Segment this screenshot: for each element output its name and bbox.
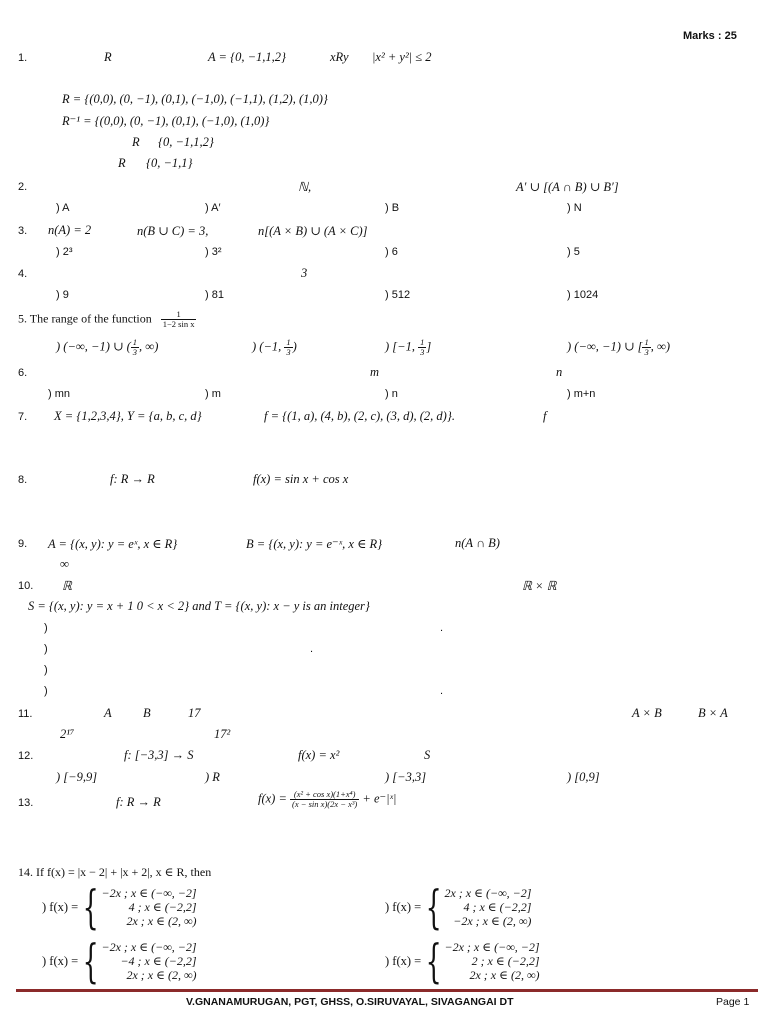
q14-option-b: ) f(x) = { 2x ; x ∈ (−∞, −2] 4 ; x ∈ (−2,2] −2x ; x ∈ (2, ∞) [385,880,532,934]
q7-sets: X = {1,2,3,4}, Y = {a, b, c, d} [54,409,202,423]
q4-option-a: ) 9 [56,289,69,301]
q5-option-a: ) (−∞, −1) ∪ ( $\frac{1}{3}$ , ∞) [56,337,159,357]
q1-number: 1. [18,52,28,64]
q5-fraction: $\frac{1}{\text{1−2 sin x}}$ [162,309,195,329]
q2-expression: A′ ∪ [(A ∩ B) ∪ B′] [516,180,619,194]
q7-f: f [543,409,547,423]
q6-n: n [556,365,563,379]
q9-n: n(A ∩ B) [455,536,500,550]
q2-naturals: ℕ, [298,180,312,194]
q12-map: f: [−3,3] → S [124,748,194,762]
q6-m: m [370,365,380,379]
q3-option-d: ) 5 [567,246,580,258]
q12-fx: f(x) = x² [298,748,340,762]
q9-set-A: A = {(x, y): y = eˣ, x ∈ R} [48,537,178,551]
q5-stem [18,310,196,329]
q10-option-c: ) [44,664,48,676]
q11-17: 17 [188,706,201,720]
q9-infinity: ∞ [60,557,69,571]
q10-option-d: ) [44,685,48,697]
q1-condition: |x² + y²| ≤ 2 [372,50,432,64]
q13-map: f: R → R [116,795,161,809]
q14-stem: 14. If f(x) = |x − 2| + |x + 2|, x ∈ R, then [18,865,212,879]
q6-option-b: ) m [205,388,221,400]
q10-dot-d: . [440,685,444,697]
q7-function: f = {(1, a), (4, b), (2, c), (3, d), (2, d)}. [264,409,455,423]
q2-option-b: ) A′ [205,202,221,214]
footer-divider [16,989,758,992]
q13-number: 13. [18,797,34,809]
q8-fx: f(x) = sin x + cos x [253,472,349,486]
q2-option-a: ) A [56,202,70,214]
q1-relation: xRy [330,50,349,64]
q14-option-d: ) f(x) = { −2x ; x ∈ (−∞, −2] 2 ; x ∈ (−2,2] 2x ; x ∈ (2, ∞) [385,934,540,988]
q2-number: 2. [18,181,28,193]
footer-page: Page 1 [716,996,750,1008]
q11-A: A [104,706,112,720]
q11-BxA: B × A [698,706,728,720]
q11-option-b: 17² [214,727,231,741]
q10-option-b: ) [44,643,48,655]
q9-set-B: B = {(x, y): y = e⁻ˣ, x ∈ R} [246,537,383,551]
q9-number: 9. [18,538,28,550]
q6-option-a: ) mn [48,388,70,400]
q12-option-c: ) [−3,3] [385,770,427,784]
q11-option-a: 2¹⁷ [60,727,75,741]
q10-dot-b: . [310,643,314,655]
q4-option-b: ) 81 [205,289,224,301]
q1-option-d-set: {0, −1,1} [146,156,193,170]
q1-option-d-R: R [118,156,126,170]
footer-author: V.GNANAMURUGAN, PGT, GHSS, O.SIRUVAYAL, SIVAGANGAI DT [186,996,514,1008]
q4-three: 3 [301,266,308,280]
q10-option-a: ) [44,622,48,634]
q13-function: f(x) = $\frac{\text{(x² + cos x)(1+x⁴)}}{\text{(x − sin x)(2x − x³)}}$ + e⁻|ˣ| [258,789,397,809]
q10-number: 10. [18,580,34,592]
q1-R: R [104,50,112,64]
q11-B: B [143,706,151,720]
q14-option-a: ) f(x) = { −2x ; x ∈ (−∞, −2] 4 ; x ∈ (−2,2] 2x ; x ∈ (2, ∞) [42,880,197,934]
q1-option-b: R⁻¹ = {(0,0), (0, −1), (0,1), (−1,0), (1,0)} [62,114,270,128]
q3-nA: n(A) = 2 [48,223,92,237]
q1-option-c-set: {0, −1,1,2} [158,135,214,149]
q1-set-A: A = {0, −1,1,2} [208,50,287,64]
q12-option-d: ) [0,9] [567,770,600,784]
q4-number: 4. [18,268,28,280]
q11-number: 11. [18,708,33,720]
q12-option-a: ) [−9,9] [56,770,98,784]
q3-option-b: ) 3² [205,246,222,258]
q12-option-b: ) R [205,770,220,784]
q5-option-c: ) [−1, $\frac{1}{3}$ ] [385,337,432,357]
q5-option-b: ) (−1, $\frac{1}{3}$ ) [252,337,297,357]
q4-option-c: ) 512 [385,289,411,301]
q10-sets: S = {(x, y): y = x + 1 0 < x < 2} and T = {(x, y): x − y is an integer} [28,599,370,613]
q10-R: ℝ [62,579,72,593]
q3-nBC: n(B ∪ C) = 3, [137,224,209,238]
q2-option-d: ) N [567,202,582,214]
q2-option-c: ) B [385,202,400,214]
q7-number: 7. [18,411,28,423]
q3-option-c: ) 6 [385,246,398,258]
q3-target: n[(A × B) ∪ (A × C)] [258,224,368,238]
q10-RxR: ℝ × ℝ [522,579,557,593]
q5-option-d: ) (−∞, −1) ∪ [ $\frac{1}{3}$ , ∞) [567,337,671,357]
q1-option-a: R = {(0,0), (0, −1), (0,1), (−1,0), (−1,1), (1,2), (1,0)} [62,92,328,106]
q6-option-c: ) n [385,388,398,400]
q1-option-c-R: R [132,135,140,149]
q14-option-c: ) f(x) = { −2x ; x ∈ (−∞, −2] −4 ; x ∈ (−2,2] 2x ; x ∈ (2, ∞) [42,934,197,988]
q6-option-d: ) m+n [567,388,596,400]
q3-option-a: ) 2³ [56,246,73,258]
q12-number: 12. [18,750,34,762]
q11-AxB: A × B [632,706,662,720]
q5-text: 5. The range of the function [18,311,152,326]
q10-dot-a: . [440,622,444,634]
q8-number: 8. [18,474,28,486]
q3-number: 3. [18,225,28,237]
q6-number: 6. [18,367,28,379]
q4-option-d: ) 1024 [567,289,599,301]
marks-label: Marks : 25 [683,30,737,42]
q8-map: f: R → R [110,472,155,486]
q12-S: S [424,748,431,762]
